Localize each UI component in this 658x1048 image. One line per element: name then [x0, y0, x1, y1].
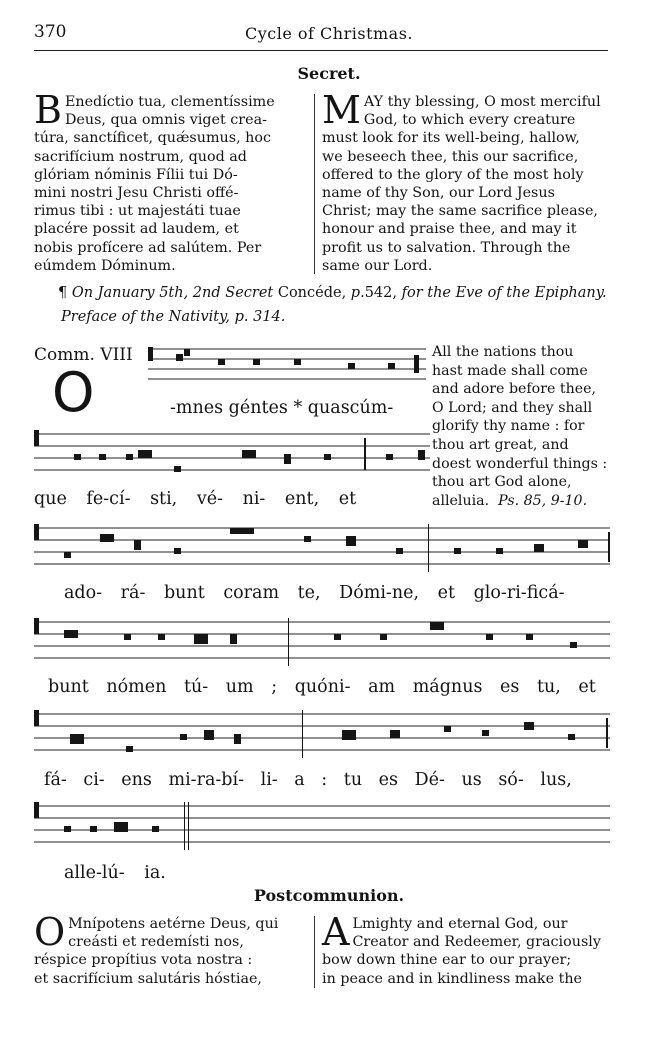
- scripture-reference: Ps. 85, 9-10.: [498, 492, 588, 509]
- line: mini nostri Jesu Christi offé-: [34, 185, 239, 202]
- header-rule: [34, 50, 608, 51]
- line: et sacrifícium salutáris hóstiae,: [34, 970, 262, 987]
- syllable: só-: [498, 770, 524, 790]
- communion-english: [432, 343, 609, 510]
- chant-staff-2: [34, 430, 430, 478]
- lyric-line-1: [170, 398, 393, 418]
- syllable: a: [294, 770, 305, 790]
- syllable: et: [578, 677, 596, 697]
- syllable: lus,: [540, 770, 572, 790]
- rubric-text: for the Eve of the Epiphany.: [401, 285, 607, 301]
- rubric-text: Concéde,: [277, 285, 347, 301]
- syllable: es: [378, 770, 399, 790]
- secret-english-text: [322, 88, 609, 275]
- line: Mnípotens aetérne Deus, qui: [68, 916, 279, 932]
- syllable: um: [225, 677, 254, 697]
- syllable: ci-: [83, 770, 105, 790]
- chant-staff-3: [34, 524, 610, 572]
- syllable: tu: [343, 770, 363, 790]
- column-divider: [314, 94, 315, 274]
- chant-staff-6: [34, 802, 610, 850]
- line: AY thy blessing, O most merciful: [363, 94, 601, 110]
- syllable: ens: [121, 770, 152, 790]
- postcommunion-english-text: [322, 910, 609, 988]
- syllable: fe-cí-: [86, 489, 131, 509]
- syllable: ent,: [284, 489, 320, 509]
- rubric-line-1: [58, 281, 607, 305]
- rubric: [58, 281, 607, 329]
- line: Lmighty and eternal God, our: [352, 916, 568, 932]
- line: sacrifícium nostrum, quod ad: [34, 148, 247, 165]
- line: [432, 492, 609, 511]
- line: Enedíctio tua, clementíssime: [64, 94, 275, 110]
- syllable: Dómi-ne,: [339, 583, 420, 603]
- syllable: us: [461, 770, 482, 790]
- syllable: rá-: [120, 583, 146, 603]
- secret-english-initial: M: [322, 88, 361, 132]
- syllable: sti,: [150, 489, 178, 509]
- syllable: te,: [297, 583, 321, 603]
- syllable: :: [321, 770, 328, 790]
- asterisk: *: [293, 398, 303, 418]
- syllable: vé-: [196, 489, 223, 509]
- line: doest wonderful things :: [432, 455, 608, 472]
- syllable: coram: [223, 583, 280, 603]
- line: we beseech thee, this our sacrifice,: [322, 148, 579, 165]
- syllable: et: [437, 583, 456, 603]
- syllable: am: [368, 677, 396, 697]
- syllable: -mnes géntes: [170, 398, 288, 418]
- lyric-line-4: [48, 677, 596, 697]
- lyric-line-3: [64, 583, 565, 603]
- chant-staff-1: [148, 345, 426, 381]
- line: Deus, qua omnis viget crea-: [64, 112, 267, 129]
- syllable: quascúm-: [307, 398, 394, 418]
- rubric-text: p.: [350, 285, 365, 301]
- line: profit us to salvation. Through the: [322, 239, 571, 256]
- postcommunion-latin-initial: O: [34, 910, 66, 954]
- postcommunion-latin-text: [34, 910, 309, 988]
- line: thou art God alone,: [432, 474, 572, 491]
- line: eúmdem Dóminum.: [34, 257, 176, 274]
- line: in peace and in kindliness make the: [322, 970, 583, 987]
- syllable: bunt: [48, 677, 89, 697]
- line: túra, sanctíficet, quǽsumus, hoc: [34, 130, 271, 147]
- syllable: fá-: [44, 770, 67, 790]
- syllable: mi-ra-bí-: [168, 770, 245, 790]
- running-title: Cycle of Christmas.: [244, 24, 413, 43]
- syllable: que: [34, 489, 67, 509]
- postcommunion-english-initial: A: [322, 910, 350, 954]
- syllable: quóni-: [294, 677, 351, 697]
- line: rimus tibi : ut majestáti tuae: [34, 203, 241, 220]
- syllable: li-: [260, 770, 278, 790]
- syllable: mágnus: [412, 677, 483, 697]
- secret-latin-text: [34, 88, 309, 275]
- line: name of thy Son, our Lord Jesus: [322, 185, 555, 202]
- chant-staff-5: [34, 710, 610, 758]
- secret-latin-initial: B: [34, 88, 62, 132]
- line: same our Lord.: [322, 257, 433, 274]
- lyric-line-2: [34, 489, 356, 509]
- line: hast made shall come: [432, 362, 588, 379]
- line: must look for its well-being, hallow,: [322, 130, 580, 147]
- syllable: Dé-: [414, 770, 445, 790]
- line: honour and praise thee, and may it: [322, 221, 577, 238]
- syllable: glo-ri-: [473, 583, 527, 603]
- syllable: bunt: [163, 583, 205, 603]
- line: nobis profícere ad salútem. Per: [34, 239, 262, 256]
- line: offered to the glory of the most holy: [322, 166, 584, 183]
- lyric-line-6: [64, 863, 166, 883]
- line: Christ; may the same sacrifice please,: [322, 203, 598, 220]
- line: glóriam nóminis Fílii tui Dó-: [34, 166, 238, 183]
- syllable: et: [338, 489, 357, 509]
- syllable: ;: [271, 677, 278, 697]
- lyric-line-5: [44, 770, 572, 790]
- line: creásti et redemísti nos,: [68, 934, 244, 951]
- communion-label: Comm. VIII: [34, 345, 133, 365]
- line: glorify thy name : for: [432, 418, 585, 435]
- syllable: ia.: [144, 863, 166, 883]
- rubric-text: 542,: [364, 285, 397, 301]
- communion-initial: O: [52, 361, 95, 424]
- line: bow down thine ear to our prayer;: [322, 952, 572, 969]
- postcommunion-heading: Postcommunion.: [253, 886, 405, 905]
- line: placére possit ad laudem, et: [34, 221, 239, 238]
- line: O Lord; and they shall: [432, 399, 593, 416]
- column-divider: [314, 916, 315, 988]
- line: All the nations thou: [432, 344, 574, 360]
- secret-heading: Secret.: [297, 64, 361, 83]
- syllable: nómen: [106, 677, 167, 697]
- rubric-text: On January 5th, 2nd Secret: [71, 285, 274, 301]
- pilcrow-icon: ¶: [58, 285, 68, 301]
- page-number: 370: [34, 22, 67, 42]
- line: God, to which every creature: [363, 112, 576, 129]
- syllable: es: [500, 677, 520, 697]
- syllable: ado-: [64, 583, 103, 603]
- syllable: ni-: [242, 489, 266, 509]
- line: thou art great, and: [432, 436, 569, 453]
- syllable: ficá-: [526, 583, 565, 603]
- syllable: tú-: [183, 677, 209, 697]
- line: Creator and Redeemer, graciously: [352, 934, 601, 951]
- line: réspice propítius vota nostra :: [34, 952, 253, 969]
- chant-staff-4: [34, 618, 610, 666]
- rubric-line-2: Preface of the Nativity, p. 314.: [61, 309, 286, 325]
- syllable: alle-lú-: [64, 863, 125, 883]
- line: and adore before thee,: [432, 381, 597, 398]
- line-text: alleluia.: [432, 492, 490, 509]
- syllable: tu,: [536, 677, 561, 697]
